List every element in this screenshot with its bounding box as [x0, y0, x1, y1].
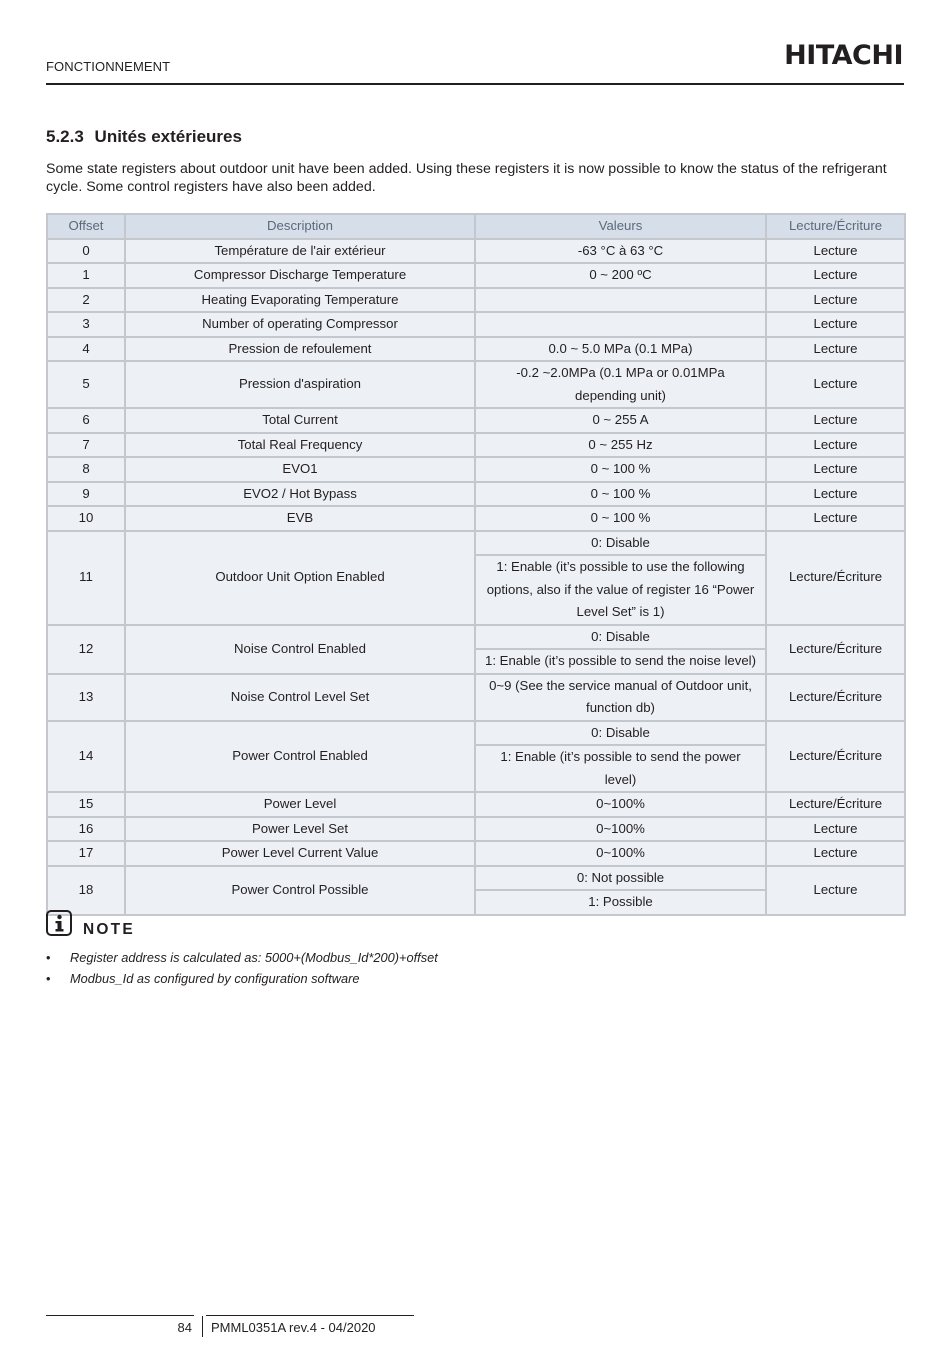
- access-cell: Lecture: [766, 817, 905, 842]
- description-cell: Outdoor Unit Option Enabled: [125, 531, 475, 625]
- value-cell: -63 °C à 63 °C: [475, 239, 766, 264]
- document-reference: PMML0351A rev.4 - 04/2020: [211, 1320, 376, 1335]
- value-cell: 0: Disable: [475, 721, 766, 746]
- value-cell: 1: Enable (it’s possible to send the noise level): [475, 649, 766, 674]
- access-cell: Lecture: [766, 408, 905, 433]
- description-cell: Noise Control Enabled: [125, 625, 475, 674]
- value-cell: 0 ~ 255 Hz: [475, 433, 766, 458]
- note-list: [46, 948, 746, 989]
- offset-cell: 16: [47, 817, 125, 842]
- description-cell: EVO2 / Hot Bypass: [125, 482, 475, 507]
- offset-cell: 8: [47, 457, 125, 482]
- access-cell: Lecture/Écriture: [766, 792, 905, 817]
- value-cell: 0: Disable: [475, 625, 766, 650]
- table-row: [47, 841, 905, 866]
- access-cell: Lecture: [766, 506, 905, 531]
- column-header-offset: Offset: [47, 214, 125, 239]
- description-cell: Power Level: [125, 792, 475, 817]
- access-cell: Lecture: [766, 433, 905, 458]
- offset-cell: 6: [47, 408, 125, 433]
- description-cell: Power Level Set: [125, 817, 475, 842]
- note-item: • Register address is calculated as: 5000+(Modbus_Id*200)+offset: [46, 948, 746, 969]
- offset-cell: 2: [47, 288, 125, 313]
- brand-logo: HITACHI: [784, 40, 903, 71]
- access-cell: Lecture: [766, 482, 905, 507]
- offset-cell: 5: [47, 361, 125, 408]
- info-icon: [46, 910, 72, 936]
- value-cell: 0 ~ 255 A: [475, 408, 766, 433]
- register-table: [46, 213, 906, 916]
- description-cell: EVB: [125, 506, 475, 531]
- description-cell: Power Control Possible: [125, 866, 475, 915]
- offset-cell: 0: [47, 239, 125, 264]
- table-header-row: [47, 214, 905, 239]
- offset-cell: 3: [47, 312, 125, 337]
- value-cell: 0.0 ~ 5.0 MPa (0.1 MPa): [475, 337, 766, 362]
- access-cell: Lecture/Écriture: [766, 721, 905, 793]
- value-cell: [475, 312, 766, 337]
- value-cell: 0: Disable: [475, 531, 766, 556]
- table-row: [47, 239, 905, 264]
- section-title: Unités extérieures: [94, 127, 242, 146]
- access-cell: Lecture: [766, 239, 905, 264]
- description-cell: Pression de refoulement: [125, 337, 475, 362]
- description-cell: Température de l'air extérieur: [125, 239, 475, 264]
- table-row: [47, 721, 905, 746]
- description-cell: Number of operating Compressor: [125, 312, 475, 337]
- value-cell: 0: Not possible: [475, 866, 766, 891]
- table-row: [47, 288, 905, 313]
- value-cell: 1: Enable (it’s possible to send the power level): [475, 745, 766, 792]
- offset-cell: 17: [47, 841, 125, 866]
- table-row: [47, 531, 905, 556]
- value-cell: [475, 288, 766, 313]
- value-cell: 0~100%: [475, 792, 766, 817]
- table-row: [47, 337, 905, 362]
- description-cell: Total Current: [125, 408, 475, 433]
- value-cell: 0~100%: [475, 841, 766, 866]
- column-header-values: Valeurs: [475, 214, 766, 239]
- footer-divider-left: [46, 1315, 194, 1316]
- offset-cell: 11: [47, 531, 125, 625]
- table-row: [47, 361, 905, 408]
- description-cell: Power Control Enabled: [125, 721, 475, 793]
- table-row: [47, 482, 905, 507]
- access-cell: Lecture: [766, 866, 905, 915]
- section-heading: [46, 127, 242, 147]
- offset-cell: 12: [47, 625, 125, 674]
- access-cell: Lecture/Écriture: [766, 674, 905, 721]
- value-cell: -0.2 ~2.0MPa (0.1 MPa or 0.01MPa depending unit): [475, 361, 766, 408]
- table-row: [47, 817, 905, 842]
- offset-cell: 4: [47, 337, 125, 362]
- access-cell: Lecture/Écriture: [766, 625, 905, 674]
- access-cell: Lecture: [766, 337, 905, 362]
- access-cell: Lecture: [766, 841, 905, 866]
- access-cell: Lecture/Écriture: [766, 531, 905, 625]
- value-cell: 0 ~ 100 %: [475, 482, 766, 507]
- table-row: [47, 433, 905, 458]
- value-cell: 0 ~ 100 %: [475, 457, 766, 482]
- description-cell: Pression d'aspiration: [125, 361, 475, 408]
- value-cell: 0 ~ 100 %: [475, 506, 766, 531]
- access-cell: Lecture: [766, 288, 905, 313]
- description-cell: EVO1: [125, 457, 475, 482]
- description-cell: Total Real Frequency: [125, 433, 475, 458]
- description-cell: Compressor Discharge Temperature: [125, 263, 475, 288]
- access-cell: Lecture: [766, 312, 905, 337]
- page-number: 84: [177, 1320, 192, 1335]
- offset-cell: 7: [47, 433, 125, 458]
- description-cell: Power Level Current Value: [125, 841, 475, 866]
- access-cell: Lecture: [766, 457, 905, 482]
- table-row: [47, 866, 905, 891]
- offset-cell: 15: [47, 792, 125, 817]
- table-row: [47, 792, 905, 817]
- table-row: [47, 457, 905, 482]
- value-cell: 0 ~ 200 ºC: [475, 263, 766, 288]
- footer-separator: [202, 1316, 203, 1337]
- offset-cell: 1: [47, 263, 125, 288]
- value-cell: 0~100%: [475, 817, 766, 842]
- footer-divider-right: [206, 1315, 414, 1316]
- access-cell: Lecture: [766, 263, 905, 288]
- description-cell: Heating Evaporating Temperature: [125, 288, 475, 313]
- column-header-access: Lecture/Écriture: [766, 214, 905, 239]
- access-cell: Lecture: [766, 361, 905, 408]
- table-row: [47, 625, 905, 650]
- description-cell: Noise Control Level Set: [125, 674, 475, 721]
- table-row: [47, 506, 905, 531]
- table-row: [47, 263, 905, 288]
- offset-cell: 18: [47, 866, 125, 915]
- table-row: [47, 312, 905, 337]
- value-cell: 1: Possible: [475, 890, 766, 915]
- table-row: [47, 674, 905, 721]
- note-label: NOTE: [83, 921, 135, 938]
- offset-cell: 9: [47, 482, 125, 507]
- note-item: • Modbus_Id as configured by configuration software: [46, 969, 746, 990]
- offset-cell: 10: [47, 506, 125, 531]
- value-cell: 0~9 (See the service manual of Outdoor unit, function db): [475, 674, 766, 721]
- header-divider: [46, 83, 904, 85]
- table-row: [47, 408, 905, 433]
- offset-cell: 13: [47, 674, 125, 721]
- value-cell: 1: Enable (it’s possible to use the following options, also if the value of register 16 “Power Level Set” is 1): [475, 555, 766, 625]
- intro-paragraph: Some state registers about outdoor unit have been added. Using these registers it is now possible to know the status of the refrigerant cycle. Some control registers have also been added.: [46, 161, 887, 195]
- table-body: [47, 239, 905, 915]
- section-number: 5.2.3: [46, 127, 84, 146]
- running-header: FONCTIONNEMENT: [46, 59, 171, 74]
- column-header-description: Description: [125, 214, 475, 239]
- offset-cell: 14: [47, 721, 125, 793]
